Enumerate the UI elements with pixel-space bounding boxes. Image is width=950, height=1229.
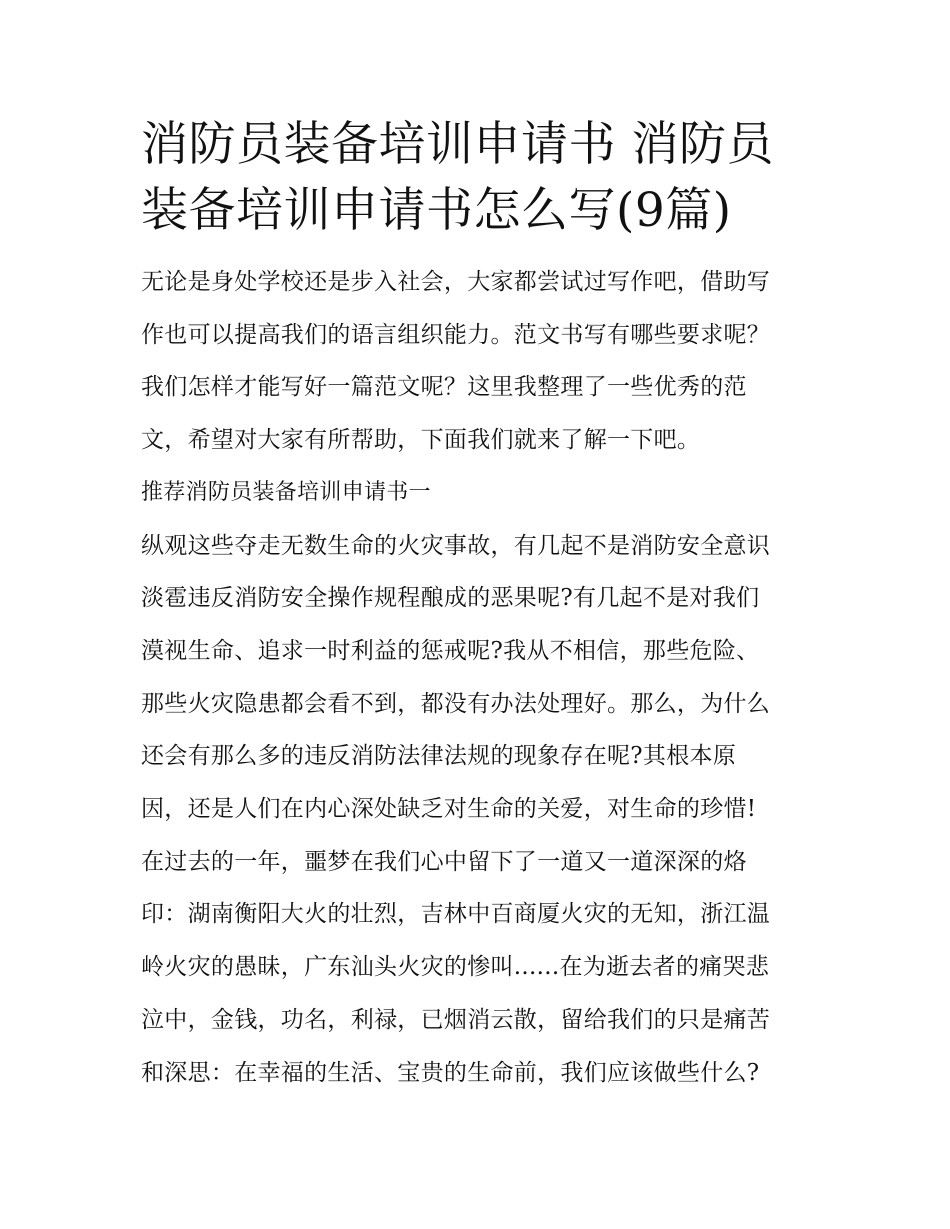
title-line: 消防员装备培训申请书 消防员	[141, 117, 774, 172]
paragraph-line: 还会有那么多的违反消防法律法规的现象存在呢?其根本原	[141, 743, 737, 770]
paragraph-line: 纵观这些夺走无数生命的火灾事故，有几起不是消防安全意识	[141, 532, 771, 559]
paragraph-line: 岭火灾的愚昧，广东汕头火灾的惨叫......在为逝去者的痛哭悲	[141, 954, 770, 981]
paragraph-line: 我们怎样才能写好一篇范文呢？这里我整理了一些优秀的范	[141, 374, 747, 401]
section-heading: 推荐消防员装备培训申请书一	[141, 479, 431, 505]
paragraph-line: 淡雹违反消防安全操作规程酿成的恶果呢?有几起不是对我们	[141, 585, 760, 612]
paragraph-line: 无论是身处学校还是步入社会，大家都尝试过写作吧，借助写	[141, 269, 771, 295]
document-title	[141, 112, 813, 244]
paragraph-line: 漠视生命、追求一时利益的惩戒呢?我从不相信，那些危险、	[141, 637, 760, 664]
paragraph-line: 作也可以提高我们的语言组织能力。范文书写有哪些要求呢？	[141, 321, 771, 348]
paragraph-line: 泣中，金钱，功名，利禄，已烟消云散，留给我们的只是痛苦	[141, 1006, 771, 1033]
paragraph-line: 那些火灾隐患都会看不到，都没有办法处理好。那么，为什么	[141, 690, 771, 717]
title-line: 装备培训申请书怎么写(9篇)	[141, 183, 732, 238]
paragraph-line: 文，希望对大家有所帮助，下面我们就来了解一下吧。	[141, 427, 701, 454]
paragraph-line: 在过去的一年，噩梦在我们心中留下了一道又一道深深的烙	[141, 848, 747, 875]
paragraph-line: 和深思：在幸福的生活、宝贵的生命前，我们应该做些什么?	[141, 1059, 760, 1086]
paragraph-line: 因，还是人们在内心深处缺乏对生命的关爱，对生命的珍惜!	[141, 796, 757, 823]
document-body	[141, 256, 813, 1099]
document-page	[141, 112, 813, 1099]
paragraph-line: 印：湖南衡阳大火的壮烈，吉林中百商厦火灾的无知，浙江温	[141, 901, 771, 928]
